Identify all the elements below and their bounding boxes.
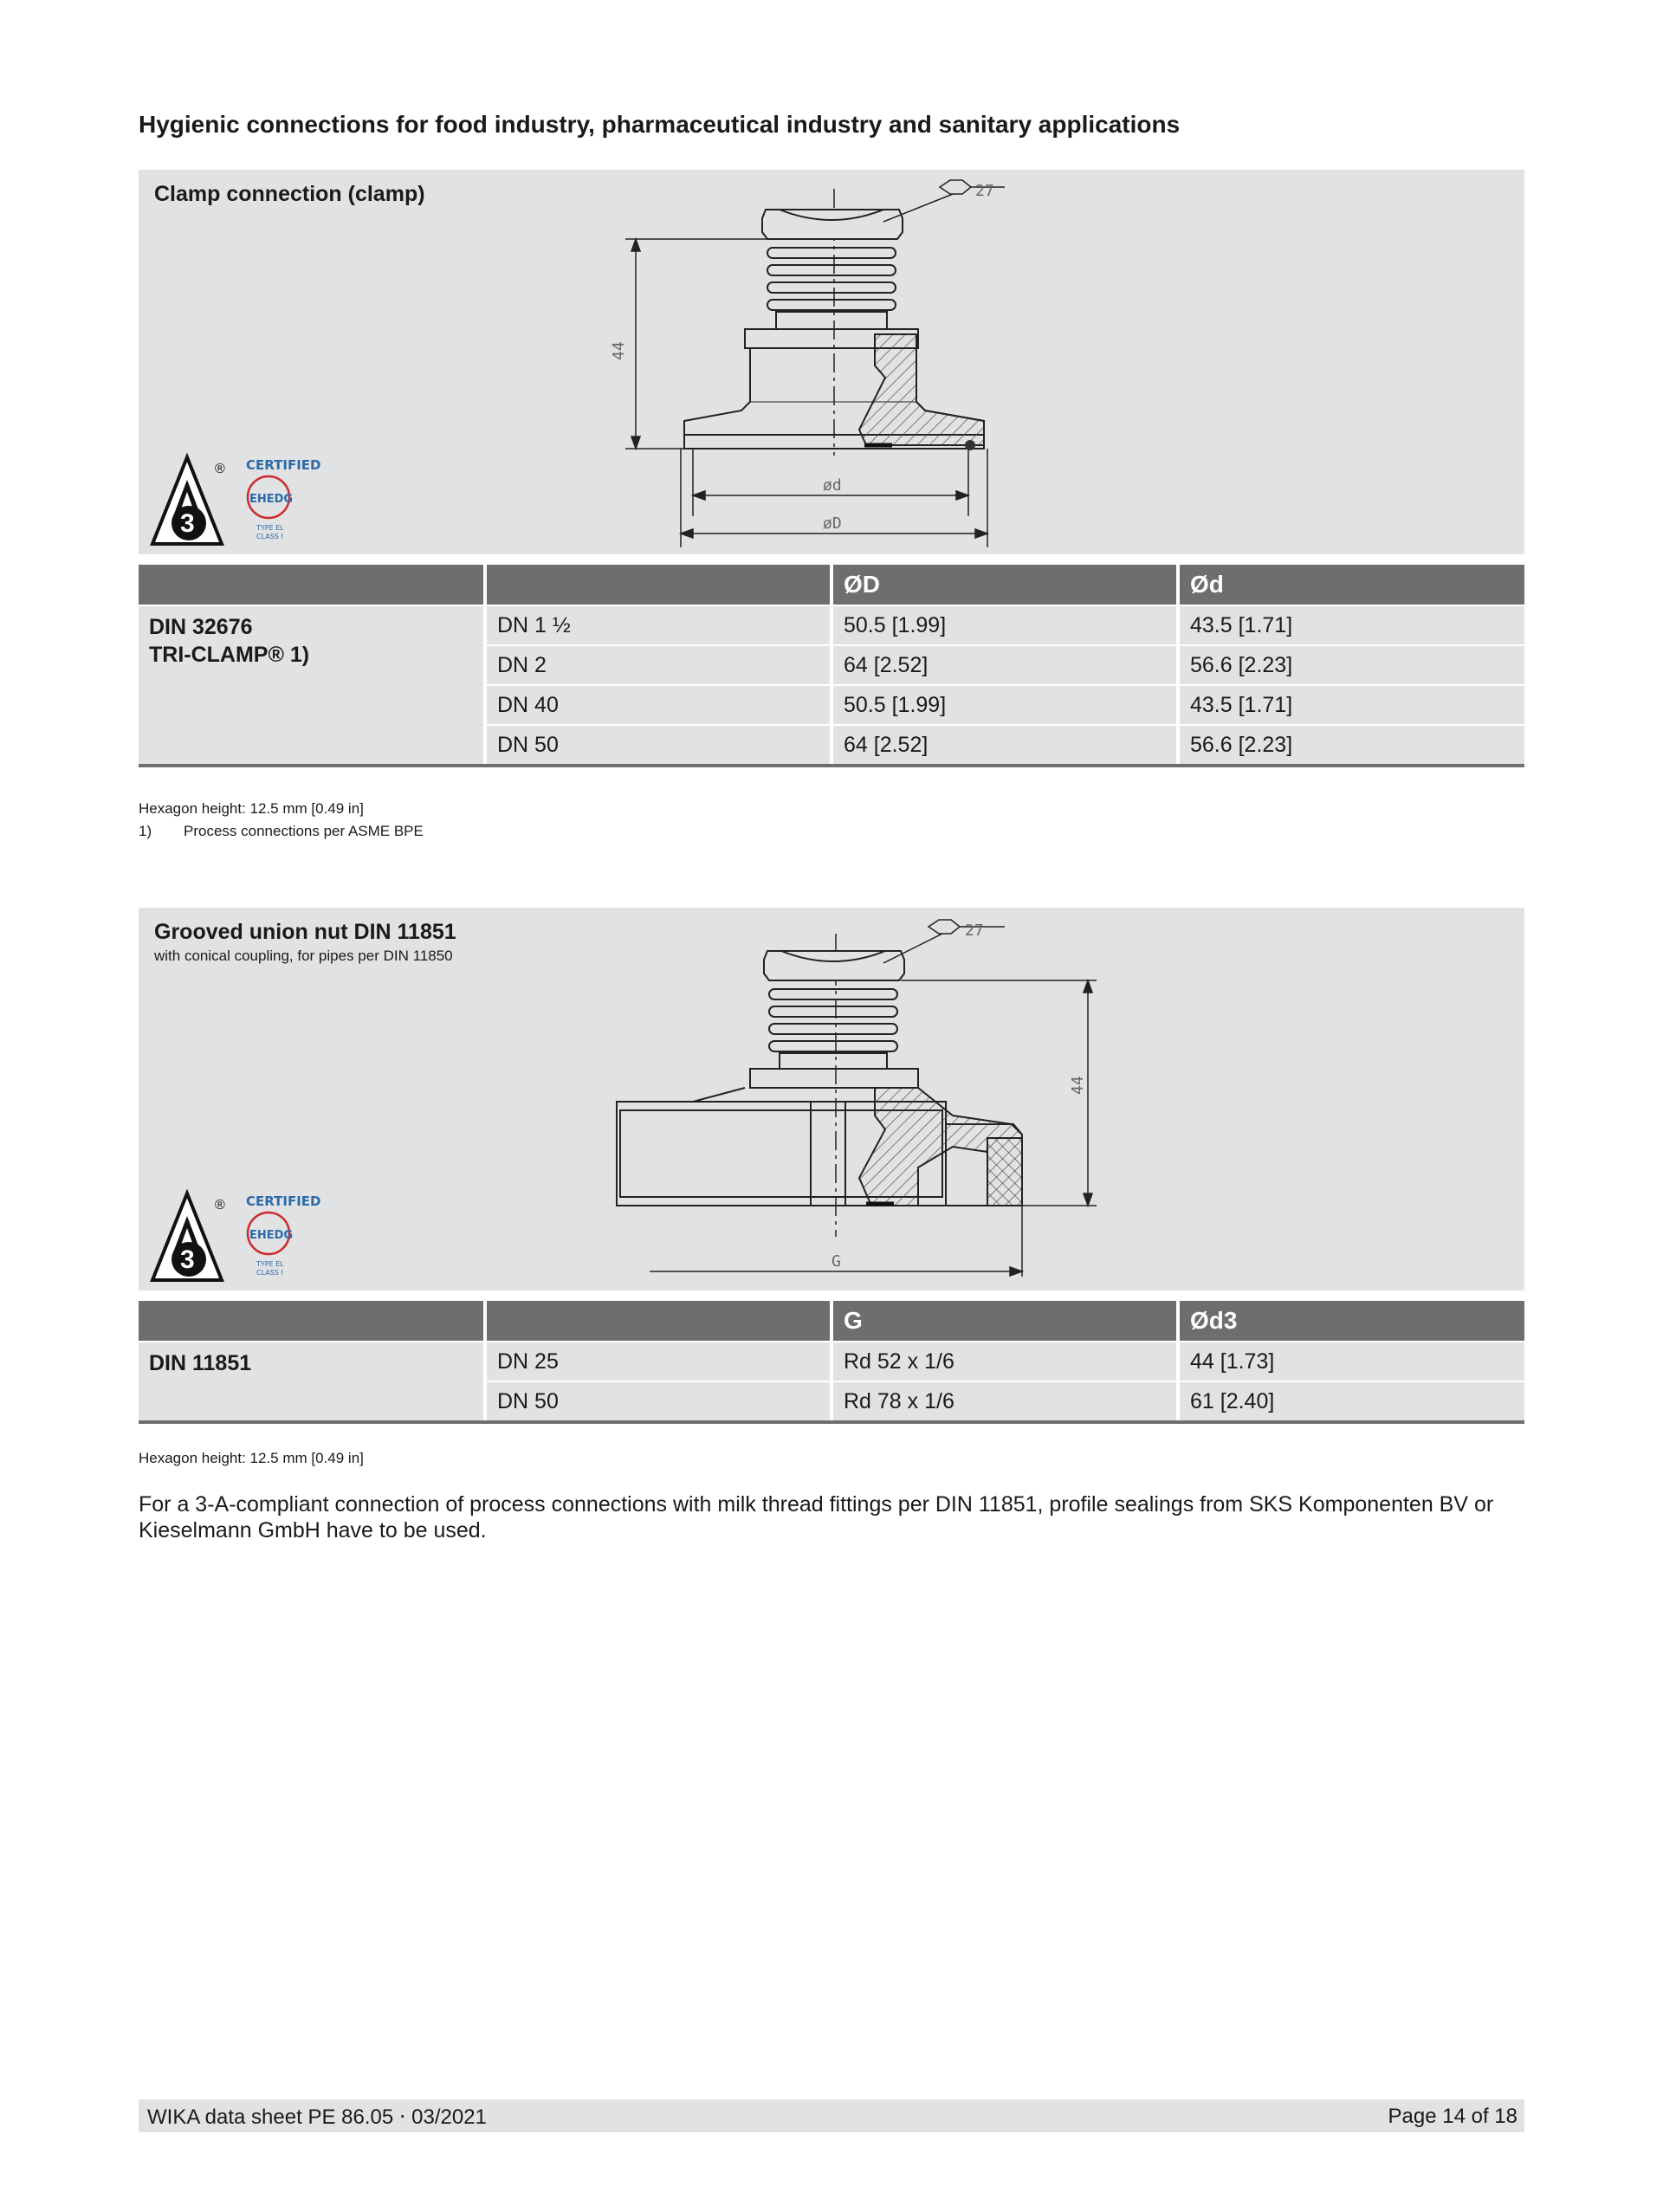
union-nut-hex-label: 27: [965, 922, 984, 940]
table-header-cell: [139, 1301, 485, 1342]
table-cell-inner-dia: 43.5 [1.71]: [1178, 605, 1524, 645]
table-cell-size: DN 1 ½: [485, 605, 832, 645]
union-nut-hexagon-note: Hexagon height: 12.5 mm [0.49 in]: [139, 1450, 364, 1466]
page-title: Hygienic connections for food industry, pharmaceutical industry and sanitary applications: [139, 111, 1181, 138]
union-nut-section-title: Grooved union nut DIN 11851: [154, 920, 456, 944]
table-cell-inner-dia: 56.6 [2.23]: [1178, 725, 1524, 766]
table-cell-size: DN 50: [485, 725, 832, 766]
3a-logo-digit: 3: [180, 1245, 195, 1274]
svg-text:CLASS I: CLASS I: [256, 533, 283, 540]
svg-text:EHEDG: EHEDG: [249, 493, 294, 506]
clamp-section-title: Clamp connection (clamp): [154, 182, 425, 206]
footer-page-number: Page 14 of 18: [1388, 2105, 1517, 2128]
3a-logo-reg: ®: [215, 1198, 225, 1213]
clamp-height-label: 44: [610, 341, 628, 360]
table-group-label: DIN 11851: [139, 1342, 485, 1422]
svg-text:CLASS I: CLASS I: [256, 1269, 283, 1277]
table-header-cell: [485, 565, 832, 605]
table-cell-diameter: 44 [1.73]: [1178, 1342, 1524, 1381]
table-cell-thread: Rd 52 x 1/6: [832, 1342, 1178, 1381]
clamp-outer-diameter-label: øD: [823, 514, 842, 533]
table-group-label: DIN 32676 TRI-CLAMP® 1): [139, 605, 485, 766]
union-nut-drawing: [139, 908, 1524, 1290]
union-nut-section-subtitle: with conical coupling, for pipes per DIN 11850: [154, 948, 453, 964]
svg-text:EHEDG: EHEDG: [249, 1229, 294, 1242]
svg-text:TYPE EL: TYPE EL: [256, 1260, 284, 1268]
table-row: [139, 605, 1524, 645]
svg-text:CERTIFIED: CERTIFIED: [246, 457, 321, 473]
table-cell-outer-dia: 64 [2.52]: [832, 725, 1178, 766]
table-cell-inner-dia: 56.6 [2.23]: [1178, 645, 1524, 685]
svg-text:TYPE EL: TYPE EL: [256, 524, 284, 532]
clamp-inner-diameter-label: ød: [823, 476, 842, 495]
compliance-paragraph: For a 3-A-compliant connection of process connections with milk thread fittings per DIN 11851, profile sealings from SKS Komponenten BV or Kieselmann GmbH have to be used.: [139, 1492, 1494, 1543]
footer-document-id: WIKA data sheet PE 86.05 ⋅ 03/2021: [147, 2105, 487, 2129]
table-header-row: [139, 565, 1524, 605]
table-header-cell: [139, 565, 485, 605]
table-cell-outer-dia: 50.5 [1.99]: [832, 605, 1178, 645]
table-header-cell: Ød: [1178, 565, 1524, 605]
union-nut-thread-label: G: [832, 1252, 841, 1271]
clamp-hex-label: 27: [975, 182, 994, 200]
footnote-text: Process connections per ASME BPE: [184, 823, 424, 839]
table-row: [139, 1342, 1524, 1381]
table-header-cell: G: [832, 1301, 1178, 1342]
clamp-connection-drawing: [139, 170, 1524, 554]
table-header-cell: [485, 1301, 832, 1342]
ehedg-certified-logo: [246, 457, 320, 540]
3a-logo: [152, 457, 225, 544]
table-cell-size: DN 40: [485, 685, 832, 725]
table-header-cell: Ød3: [1178, 1301, 1524, 1342]
svg-text:CERTIFIED: CERTIFIED: [246, 1193, 321, 1209]
union-nut-dimensions-table: [139, 1301, 1524, 1424]
3a-logo: [152, 1193, 225, 1280]
ehedg-certified-logo: [246, 1193, 320, 1277]
table-cell-outer-dia: 64 [2.52]: [832, 645, 1178, 685]
table-cell-inner-dia: 43.5 [1.71]: [1178, 685, 1524, 725]
table-cell-thread: Rd 78 x 1/6: [832, 1381, 1178, 1422]
table-cell-diameter: 61 [2.40]: [1178, 1381, 1524, 1422]
page-footer: [139, 2099, 1524, 2132]
footnote-number: 1): [139, 823, 152, 839]
table-cell-outer-dia: 50.5 [1.99]: [832, 685, 1178, 725]
table-cell-size: DN 50: [485, 1381, 832, 1422]
table-cell-size: DN 2: [485, 645, 832, 685]
union-nut-height-label: 44: [1069, 1076, 1087, 1095]
table-header-row: [139, 1301, 1524, 1342]
3a-logo-digit: 3: [180, 509, 195, 538]
union-nut-drawing-panel: [139, 908, 1524, 1290]
clamp-drawing-panel: [139, 170, 1524, 554]
table-cell-size: DN 25: [485, 1342, 832, 1381]
table-header-cell: ØD: [832, 565, 1178, 605]
3a-logo-reg: ®: [215, 462, 225, 476]
clamp-hexagon-note: Hexagon height: 12.5 mm [0.49 in]: [139, 800, 364, 817]
clamp-dimensions-table: [139, 565, 1524, 767]
